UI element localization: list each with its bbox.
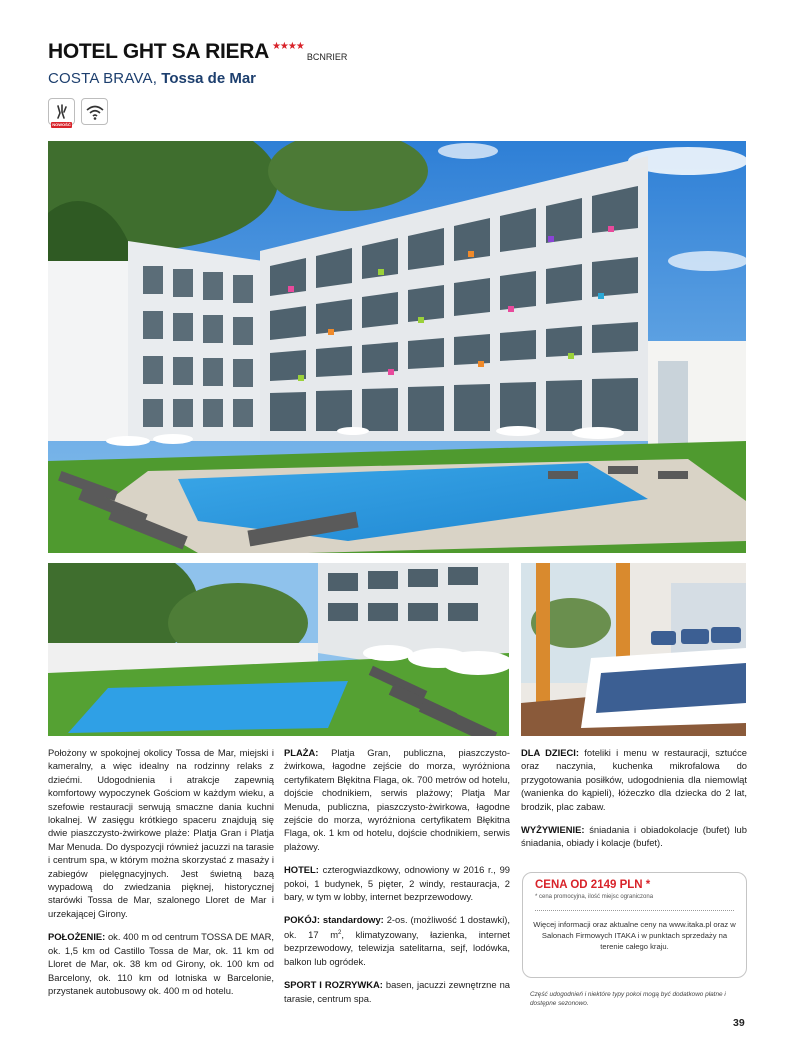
location-label: POŁOŻENIE: xyxy=(48,931,106,943)
room-text-after: , klimatyzowany, łazienka, internet bezprzewodowy, telewizja satelitarna, sejf, lodówka, balkon lub ogródek. xyxy=(284,929,510,967)
sport-paragraph xyxy=(284,978,510,1005)
food-text: śniadania i obiadokolacje (bufet) lub śniadania, obiady i kolacje (bufet). xyxy=(521,824,747,849)
title-row xyxy=(48,40,748,64)
hotel-label: HOTEL: xyxy=(284,864,319,876)
description-column-3 xyxy=(521,746,747,860)
food-label: WYŻYWIENIE: xyxy=(521,824,585,836)
location-paragraph xyxy=(48,930,274,997)
price-info: Więcej informacji oraz aktualne ceny na www.itaka.pl oraz w Salonach Firmowych ITAKA i w punktach sprzedaży na terenie całego kraju. xyxy=(533,920,736,951)
room-label: POKÓJ: xyxy=(284,914,320,926)
location-line xyxy=(48,70,748,87)
hotel-exterior-photo xyxy=(48,141,746,553)
hotel-name: HOTEL GHT SA RIERA xyxy=(48,40,269,63)
room-sup: 2 xyxy=(338,929,342,936)
intro-paragraph: Położony w spokojnej okolicy Tossa de Mar, miejski i kameralny, a więc idealny na rodzinny relaks z dziećmi. Udogodnienia i atrakcje zapewnią komfortowy wypoczynek Gościom w każdym wieku, a szefowie restauracji serwują smaczne dania kuchni lokalnej. W zasięgu krótkiego spaceru znajdują się dwie piaszczysto-żwirkowe plaże: Platja Gran i Platja Mar Menuda. Do dyspozycji również jacuzzi na tarasie i centrum spa, w którym można skorzystać z masaży i zabiegów pielęgnacyjnych. Jest świetną bazą wypadową do zwiedzania pięknej, historycznej starówki Tossa de Mar, szalonego Lloret de Mar i urzekającej Girony. xyxy=(48,747,274,919)
sport-label: SPORT I ROZRYWKA: xyxy=(284,979,383,991)
beach-text: Platja Gran, publiczna, piaszczysto-żwirkowa, łagodne zejście do morza, wyróżniona certyfikatem Błękitna Flaga, ok. 700 metrów od hotelu, dojście chodnikiem, serwis plażowy; Platja Mar Menuda, publiczna, piaszczysto-żwirkowa, łagodne zejście do morza, wyróżniona certyfikatem Błękitna Flaga, ok. 1 km od hotelu, dojście chodnikiem, serwis plażowy. xyxy=(284,747,510,852)
beach-label: PLAŻA: xyxy=(284,747,319,758)
description-column-2 xyxy=(284,746,510,1015)
pool-area-photo xyxy=(48,563,509,736)
sport-text: basen, jacuzzi zewnętrzne na tarasie, centrum spa. xyxy=(284,979,510,1004)
new-icon xyxy=(48,98,75,125)
kids-text: foteliki i menu w restauracji, sztućce oraz naczynia, kuchenka mikrofalowa do przygotowania posiłków, udogodnienia dla niemowląt (wanienka do kąpieli), łóżeczko dla dziecka do 2 lat, brodzik, plac zabaw. xyxy=(521,747,747,812)
amenity-icons xyxy=(48,98,108,125)
price-label: CENA OD 2149 PLN * xyxy=(535,879,651,891)
hotel-code: BCNRIER xyxy=(306,52,348,62)
wifi-icon xyxy=(81,98,108,125)
page-number: 39 xyxy=(733,1017,745,1029)
room-text-before: 2-os. (możliwość 1 dostawki), ok. 17 m xyxy=(284,914,511,940)
new-badge: NOWOŚĆ xyxy=(52,122,71,127)
location-text: ok. 400 m od centrum TOSSA DE MAR, ok. 1,5 km od Castillo Tossa de Mar, ok. 11 km od Lloret de Mar, ok. 38 km od Girony, ok. 100 km od Barcelony, ok. 110 km od lotniska w Barcelonie, przystanek autobusowy ok. 400 m od hotelu. xyxy=(48,931,274,996)
city-name: Tossa de Mar xyxy=(161,70,257,87)
hotel-paragraph xyxy=(284,863,510,903)
star-rating: ★★★★ xyxy=(271,41,304,52)
region-name: COSTA BRAVA, xyxy=(48,70,158,87)
price-note: * cena promocyjna, ilość miejsc ograniczona xyxy=(535,894,654,900)
dotted-divider xyxy=(535,910,734,911)
hotel-text: czterogwiazdkowy, odnowiony w 2016 r., 99 pokoi, 1 budynek, 5 pięter, 2 windy, restauracja, 2 bary, w tym w lobby, internet bezprzewodowy. xyxy=(284,864,511,903)
beach-paragraph xyxy=(284,746,510,853)
room-paragraph xyxy=(284,913,510,968)
food-paragraph xyxy=(521,823,747,850)
room-type: standardowy: xyxy=(322,914,384,926)
footnote: Część udogodnień i niektóre typy pokoi mogą być dodatkowo płatne i dostępne sezonowo. xyxy=(530,991,726,1007)
price-box xyxy=(522,872,747,978)
hotel-header xyxy=(48,40,748,87)
kids-paragraph xyxy=(521,746,747,813)
description-column-1 xyxy=(48,746,274,1007)
room-photo xyxy=(521,563,746,736)
kids-label: DLA DZIECI: xyxy=(521,747,580,758)
